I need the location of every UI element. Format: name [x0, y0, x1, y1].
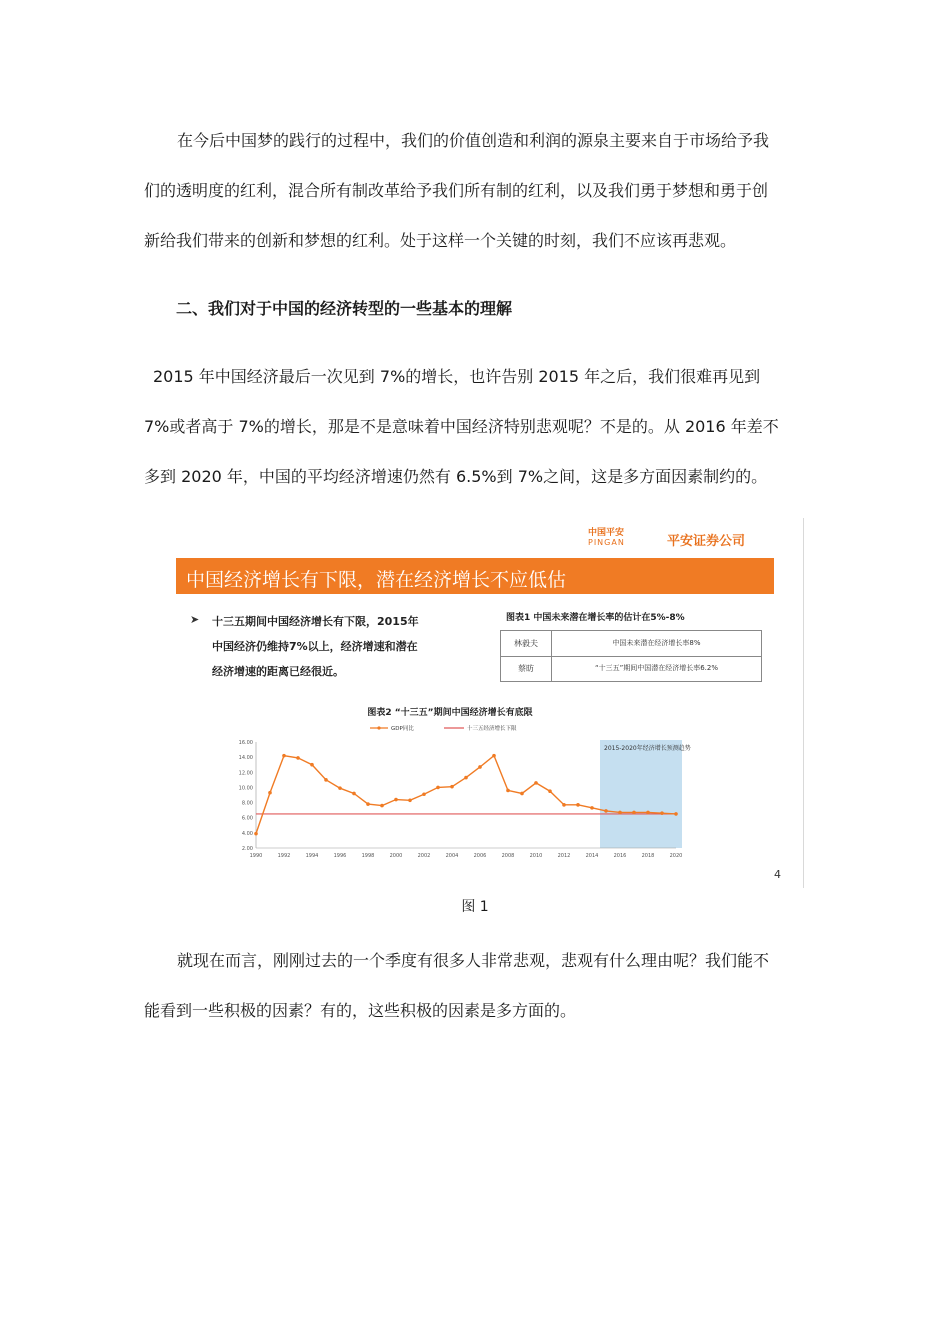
gdp-line-chart — [232, 718, 692, 868]
slide-border — [803, 518, 804, 888]
data-point-gdp — [492, 754, 496, 758]
legend-label-gdp: GDP同比 — [391, 726, 414, 732]
table-cell-text: “十三五”期间中国潜在经济增长率6.2% — [594, 664, 719, 672]
x-tick-label: 1992 — [277, 853, 291, 859]
data-point-gdp — [674, 812, 678, 816]
data-point-gdp — [310, 763, 314, 767]
estimate-table — [500, 630, 762, 682]
x-tick-label: 1990 — [249, 853, 263, 859]
paragraph-3-line: 能看到一些积极的因素？有的，这些积极的因素是多方面的。 — [144, 1001, 577, 1020]
y-tick-label: 10.00 — [238, 785, 253, 792]
y-tick-label: 14.00 — [238, 755, 253, 762]
x-tick-label: 2010 — [529, 853, 543, 859]
paragraph-2-line: 7%或者高于 7%的增长，那是不是意味着中国经济特别悲观呢？不是的。从 2016 年差不 — [144, 417, 779, 436]
brand-company-name: 平安证券公司 — [667, 534, 746, 549]
data-point-gdp — [576, 803, 580, 807]
x-tick-label: 2012 — [557, 853, 571, 859]
x-tick-label: 2008 — [501, 853, 515, 859]
paragraph-1-line: 新给我们带来的创新和梦想的红利。处于这样一个关键的时刻，我们不应该再悲观。 — [144, 231, 737, 250]
data-point-gdp — [338, 786, 342, 790]
paragraph-2-line: 2015 年中国经济最后一次见到 7%的增长，也许告别 2015 年之后，我们很难再见到 — [153, 367, 761, 386]
y-tick-label: 8.00 — [241, 800, 253, 807]
data-point-gdp — [366, 802, 370, 806]
data-point-gdp — [352, 792, 356, 796]
x-tick-label: 2002 — [417, 853, 431, 859]
data-point-gdp — [422, 792, 426, 796]
x-tick-label: 1998 — [361, 853, 375, 859]
legend-marker-gdp — [377, 726, 380, 729]
x-tick-label: 2020 — [669, 853, 683, 859]
bullet-text-line: 十三五期间中国经济增长有下限，2015年 — [212, 615, 419, 628]
forecast-shaded-region — [600, 740, 682, 848]
chart-title: 图表2 “十三五”期间中国经济增长有底限 — [367, 708, 533, 718]
y-tick-label: 4.00 — [241, 830, 253, 837]
x-tick-label: 2018 — [641, 853, 655, 859]
data-point-gdp — [282, 754, 286, 758]
x-tick-label: 2014 — [585, 853, 599, 859]
bullet-text-line: 经济增速的距离已经很近。 — [212, 665, 344, 678]
table-title: 图表1 中国未来潜在增长率的估计在5%-8% — [506, 613, 685, 623]
table-cell-name: 林毅夫 — [501, 631, 552, 656]
data-point-gdp — [436, 786, 440, 790]
table-cell-text: 中国未来潜在经济增长率8% — [612, 639, 701, 647]
data-point-gdp — [548, 789, 552, 793]
data-point-gdp — [520, 792, 524, 796]
data-point-gdp — [590, 806, 594, 810]
table-cell-name: 蔡昉 — [501, 656, 552, 681]
data-point-gdp — [254, 832, 258, 836]
forecast-region-label: 2015-2020年经济增长预测趋势 — [604, 745, 691, 752]
section-heading: 二、我们对于中国的经济转型的一些基本的理解 — [176, 299, 513, 318]
paragraph-1-line: 在今后中国梦的践行的过程中，我们的价值创造和利润的源泉主要来自于市场给予我 — [177, 131, 770, 150]
y-tick-label: 2.00 — [241, 846, 253, 852]
x-tick-label: 1996 — [333, 853, 347, 859]
table-row — [501, 631, 761, 657]
data-point-gdp — [408, 799, 412, 803]
table-row — [501, 656, 761, 681]
y-tick-label: 6.00 — [241, 815, 253, 822]
data-point-gdp — [562, 803, 566, 807]
brand-logo-en: PINGAN — [588, 538, 625, 547]
slide-banner — [176, 558, 774, 594]
data-point-gdp — [646, 811, 650, 815]
slide-banner-title: 中国经济增长有下限，潜在经济增长不应低估 — [186, 569, 567, 591]
data-point-gdp — [534, 781, 538, 785]
data-point-gdp — [604, 809, 608, 813]
figure-caption: 图 1 — [461, 899, 489, 915]
data-point-gdp — [464, 776, 468, 780]
x-tick-label: 2004 — [445, 853, 459, 859]
legend-label-floor: 十三五经济增长下限 — [467, 726, 517, 732]
slide-figure — [176, 518, 804, 888]
data-point-gdp — [324, 778, 328, 782]
paragraph-1-line: 们的透明度的红利，混合所有制改革给予我们所有制的红利，以及我们勇于梦想和勇于创 — [144, 181, 769, 200]
y-tick-label: 16.00 — [238, 740, 253, 746]
x-tick-label: 2016 — [613, 853, 627, 859]
data-point-gdp — [632, 811, 636, 815]
slide-page-number: 4 — [774, 868, 781, 881]
data-point-gdp — [296, 756, 300, 760]
data-point-gdp — [394, 798, 398, 802]
data-point-gdp — [618, 811, 622, 815]
paragraph-2-line: 多到 2020 年，中国的平均经济增速仍然有 6.5%到 7%之间，这是多方面因素制约的。 — [144, 467, 768, 486]
data-point-gdp — [506, 789, 510, 793]
data-point-gdp — [450, 785, 454, 789]
data-point-gdp — [268, 791, 272, 795]
data-point-gdp — [660, 811, 664, 815]
brand-logo-cn: 中国平安 — [588, 528, 625, 538]
x-tick-label: 2006 — [473, 853, 487, 859]
y-tick-label: 12.00 — [238, 770, 253, 777]
x-tick-label: 2000 — [389, 853, 403, 859]
x-tick-label: 1994 — [305, 853, 319, 859]
paragraph-3-line: 就现在而言，刚刚过去的一个季度有很多人非常悲观，悲观有什么理由呢？我们能不 — [177, 951, 770, 970]
data-point-gdp — [478, 765, 482, 769]
bullet-text-line: 中国经济仍维持7%以上，经济增速和潜在 — [212, 640, 418, 653]
bullet-arrow-icon: ➤ — [190, 613, 200, 626]
data-point-gdp — [380, 804, 384, 808]
